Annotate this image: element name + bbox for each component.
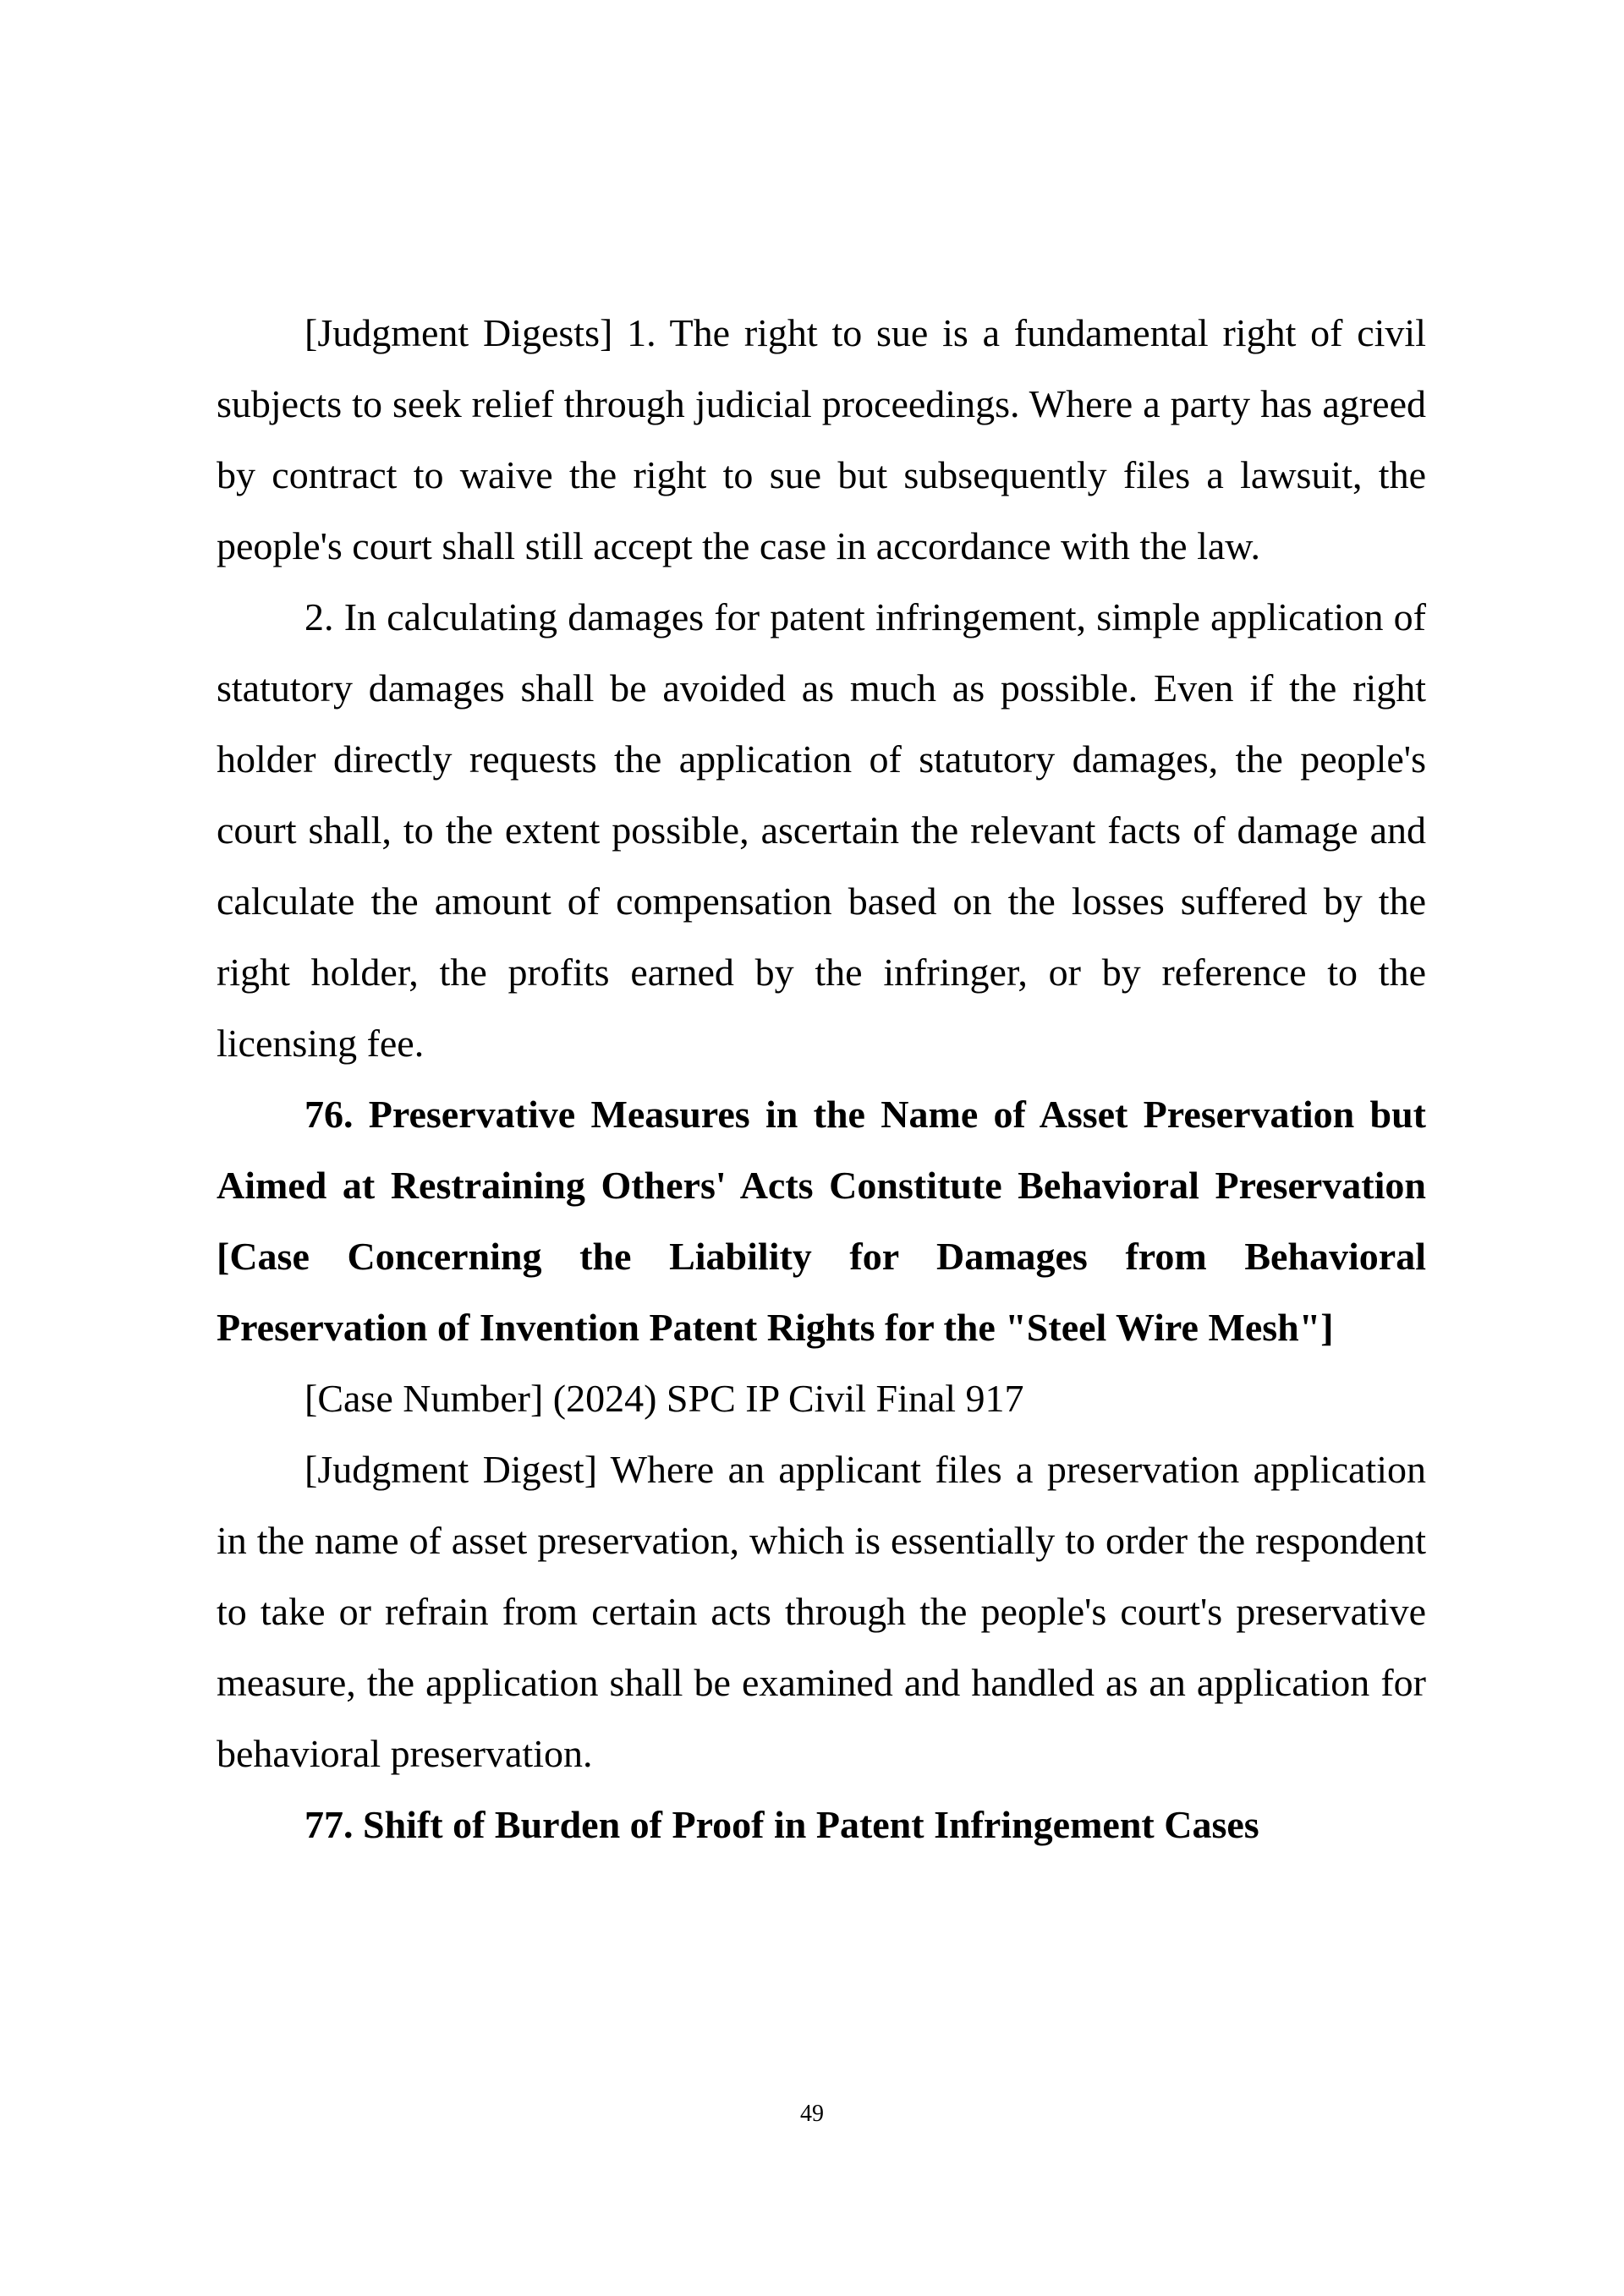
case-76-heading: 76. Preservative Measures in the Name of Asset Preservation but Aimed at Restraining Others' Acts Constitute Behavioral Preservation [Case Concerning the Liability for Damages from Behavioral Preservation of Invention Patent Rights for the "Steel Wire Mesh"] bbox=[217, 1093, 1426, 1349]
page-number: 49 bbox=[800, 2101, 824, 2127]
case-number: [Case Number] (2024) SPC IP Civil Final 917 bbox=[304, 1377, 1024, 1420]
judgment-digests-paragraph: [Judgment Digests] 1. The right to sue is a fundamental right of civil subjects to seek relief through judicial proceedings. Where a party has agreed by contract to waive the right to sue but subsequently files a lawsuit, the people's court shall still accept the case in accordance with the law. bbox=[217, 311, 1426, 567]
page-body bbox=[217, 298, 1426, 1860]
case-77-heading: 77. Shift of Burden of Proof in Patent Infringement Cases bbox=[304, 1803, 1259, 1846]
judgment-digest-paragraph: [Judgment Digest] Where an applicant files a preservation application in the name of asset preservation, which is essentially to order the respondent to take or refrain from certain acts through the people's court's preservative measure, the application shall be examined and handled as an application for behavioral preservation. bbox=[217, 1448, 1426, 1775]
damages-paragraph: 2. In calculating damages for patent infringement, simple application of statutory damages shall be avoided as much as possible. Even if the right holder directly requests the application of statutory damages, the people's court shall, to the extent possible, ascertain the relevant facts of damage and calculate the amount of compensation based on the losses suffered by the right holder, the profits earned by the infringer, or by reference to the licensing fee. bbox=[217, 595, 1426, 1065]
